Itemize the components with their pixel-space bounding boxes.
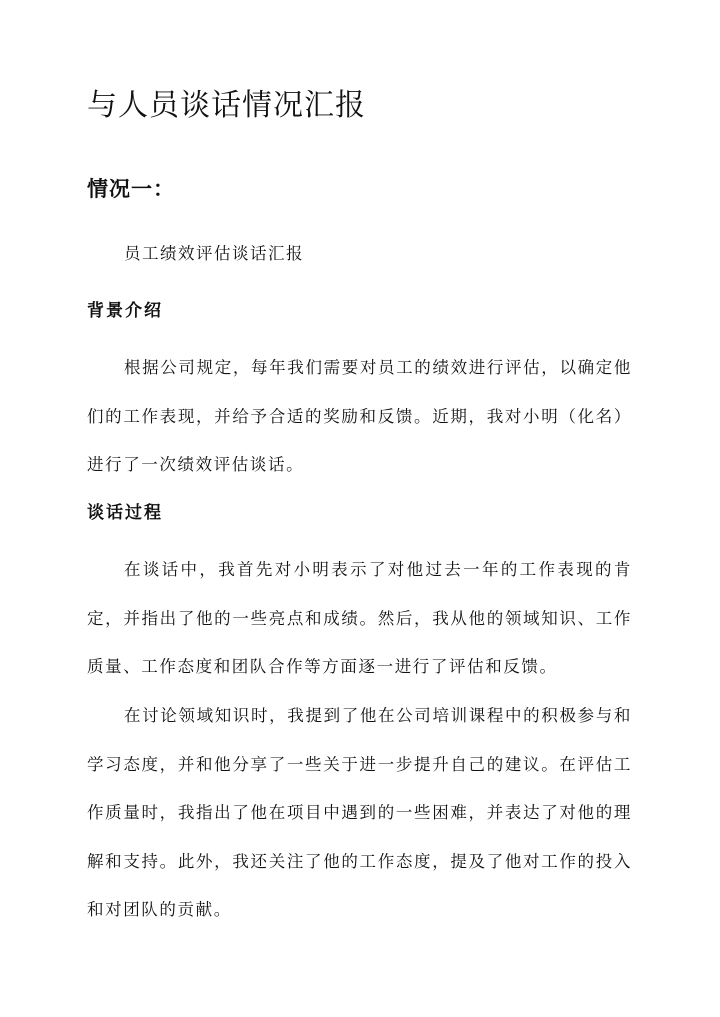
report-subtitle: 员工绩效评估谈话汇报 bbox=[124, 244, 304, 263]
document-title: 与人员谈话情况汇报 bbox=[87, 88, 366, 123]
case-heading: 情况一： bbox=[87, 176, 175, 201]
section-heading-background: 背景介绍 bbox=[87, 301, 163, 321]
conversation-paragraph-2: 在讨论领域知识时，我提到了他在公司培训课程中的积极参与和学习态度，并和他分享了一些关于进一步提升自己的建议。在评估工作质量时，我指出了他在项目中遇到的一些困难，并表达了对他的理解和支持。此外，我还关注了他的工作态度，提及了他对工作的投入和对团队的贡献。 bbox=[87, 706, 632, 919]
conversation-paragraph-1: 在谈话中，我首先对小明表示了对他过去一年的工作表现的肯定，并指出了他的一些亮点和成绩。然后，我从他的领域知识、工作质量、工作态度和团队合作等方面逐一进行了评估和反馈。 bbox=[87, 560, 632, 676]
background-paragraph: 根据公司规定，每年我们需要对员工的绩效进行评估，以确定他们的工作表现，并给予合适的奖励和反馈。近期，我对小明（化名）进行了一次绩效评估谈话。 bbox=[87, 358, 632, 474]
section-heading-conversation: 谈话过程 bbox=[87, 503, 163, 523]
